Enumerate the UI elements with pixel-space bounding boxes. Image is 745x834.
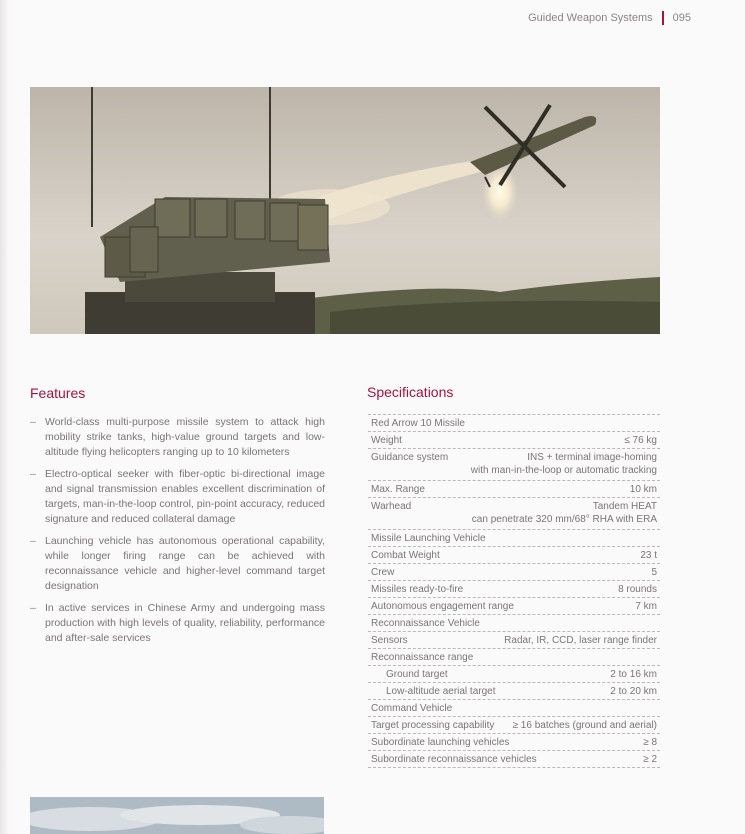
spec-label: Missiles ready-to-fire [371, 584, 464, 595]
features-heading: Features [30, 385, 86, 401]
spec-value: 5 [651, 567, 657, 578]
table-row [368, 564, 660, 581]
spec-value: 2 to 20 km [610, 686, 657, 697]
spec-label: Sensors [371, 635, 408, 646]
table-row [368, 498, 660, 530]
table-row [368, 530, 660, 547]
spec-label: Missile Launching Vehicle [371, 533, 486, 544]
spec-value: Radar, IR, CCD, laser range finder [504, 635, 657, 646]
list-item: – Launching vehicle has autonomous operational capability, while longer firing range can be achieved with reconnaissance vehicle and higher-level command target designation [30, 534, 325, 594]
spec-label: Autonomous engagement range [371, 601, 514, 612]
page-binding-shadow [0, 0, 9, 834]
spec-label: Target processing capability [371, 720, 495, 731]
table-row [368, 481, 660, 498]
table-row [368, 449, 660, 481]
spec-label: Weight [371, 435, 402, 446]
table-row [368, 632, 660, 649]
spec-label: Ground target [386, 669, 448, 680]
spec-label: Reconnaissance range [371, 652, 474, 663]
spec-value: 8 rounds [618, 584, 657, 595]
spec-label: Max. Range [371, 484, 425, 495]
missile-launch-photo [30, 87, 660, 334]
bottom-photo [30, 797, 324, 834]
spec-label: Warhead [371, 501, 412, 512]
table-row [368, 751, 660, 768]
spec-label: Subordinate reconnaissance vehicles [371, 754, 537, 765]
spec-value-continued: with man-in-the-loop or automatic tracking [470, 465, 657, 476]
table-row [368, 649, 660, 666]
page-number: 095 [672, 12, 691, 24]
table-row [368, 734, 660, 751]
spec-label: Subordinate launching vehicles [371, 737, 510, 748]
table-row [368, 717, 660, 734]
sky-clouds-illustration [30, 797, 324, 834]
header-divider [662, 11, 664, 25]
spec-value: ≥ 16 batches (ground and aerial) [512, 720, 657, 731]
table-row [368, 666, 660, 683]
table-row [368, 432, 660, 449]
table-row [368, 581, 660, 598]
table-row [368, 415, 660, 432]
spec-label: Low-altitude aerial target [386, 686, 496, 697]
spec-label: Command Vehicle [371, 703, 453, 714]
specifications-heading: Specifications [367, 384, 454, 400]
table-row [368, 615, 660, 632]
table-row [368, 700, 660, 717]
table-row [368, 547, 660, 564]
list-item: – World-class multi-purpose missile system to attack high mobility strike tanks, high-value ground targets and low-altitude flying helicopters ranging up to 10 kilometers [30, 415, 325, 460]
spec-value-continued: can penetrate 320 mm/68° RHA with ERA [471, 514, 657, 525]
spec-value: 10 km [629, 484, 657, 495]
spec-value: INS + terminal image-homing [527, 452, 657, 463]
table-row [368, 683, 660, 700]
spec-value: ≤ 76 kg [624, 435, 657, 446]
spec-label: Reconnaissance Vehicle [371, 618, 480, 629]
spec-value: ≥ 2 [643, 754, 657, 765]
missile-launch-illustration [30, 87, 660, 334]
spec-label: Combat Weight [371, 550, 440, 561]
specifications-table [368, 414, 660, 768]
spec-value: ≥ 8 [643, 737, 657, 748]
list-item: – Electro-optical seeker with fiber-optic bi-directional image and signal transmission enables excellent discrimination of targets, man-in-the-loop control, pin-point accuracy, reduced signature and reduced collateral damage [30, 467, 325, 527]
spec-value: 7 km [635, 601, 657, 612]
spec-label: Guidance system [371, 452, 449, 463]
spec-label: Red Arrow 10 Missile [371, 418, 465, 429]
table-row [368, 598, 660, 615]
features-list [30, 415, 325, 653]
spec-value: Tandem HEAT [592, 501, 657, 512]
running-header [528, 11, 691, 25]
spec-value: 23 t [640, 550, 657, 561]
section-title: Guided Weapon Systems [528, 12, 653, 24]
spec-value: 2 to 16 km [610, 669, 657, 680]
list-item: – In active services in Chinese Army and undergoing mass production with high levels of quality, reliability, performance and after-sale services [30, 601, 325, 646]
spec-label: Crew [371, 567, 395, 578]
